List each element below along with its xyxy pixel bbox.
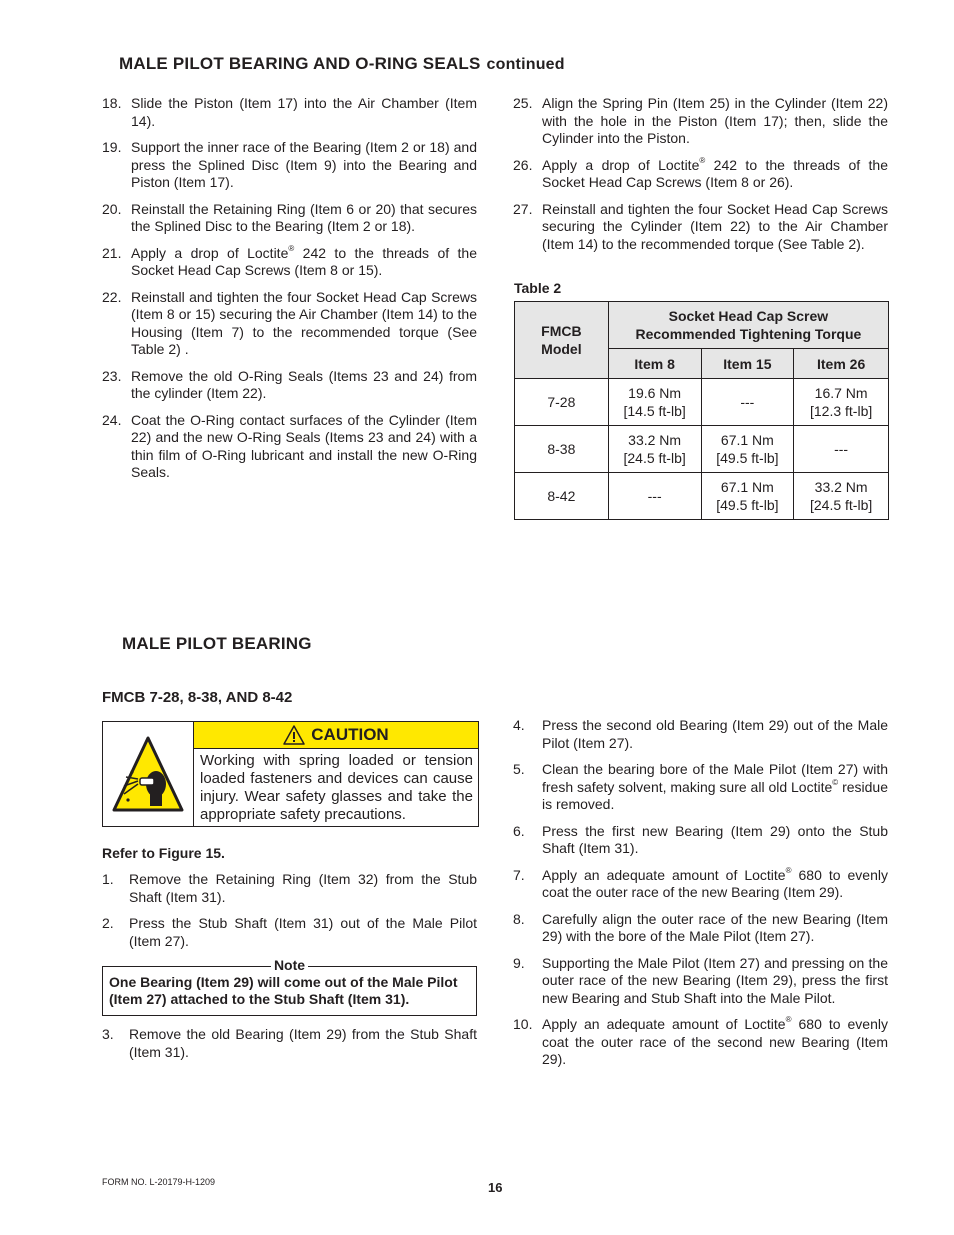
continued-label: continued xyxy=(486,56,565,73)
step-text-part: 680 to evenly coat the outer race of the new Bearing (Item 29). xyxy=(542,866,888,900)
step-item xyxy=(102,368,477,403)
section-title xyxy=(119,54,565,74)
torque-cell xyxy=(701,426,794,473)
step-number: 25. xyxy=(513,95,533,111)
step-text-part: Apply a drop of Loctite xyxy=(131,244,289,261)
step-item xyxy=(102,289,477,359)
table-caption: Table 2 xyxy=(514,280,562,296)
torque-nm: --- xyxy=(647,488,662,504)
step-text: Remove the Retaining Ring (Item 32) from the Stub Shaft (Item 31). xyxy=(129,871,477,905)
step-item xyxy=(513,1016,888,1069)
step-number: 23. xyxy=(102,367,122,384)
torque-ftlb: [49.5 ft-lb] xyxy=(716,497,779,513)
model-header xyxy=(515,302,609,379)
caution-label: CAUTION xyxy=(311,725,389,744)
step-item xyxy=(513,201,888,254)
table-row xyxy=(515,473,889,520)
torque-ftlb: [14.5 ft-lb] xyxy=(623,403,686,419)
caution-text: Working with spring loaded or tension loaded fasteners and devices can cause injury. Wear safety glasses and take the appropriate safety precautions. xyxy=(200,752,473,823)
torque-header-line2: Recommended Tightening Torque xyxy=(635,326,862,342)
step-number: 3. xyxy=(102,1026,114,1042)
step-item xyxy=(102,139,477,192)
item-header: Item 8 xyxy=(608,349,701,379)
step-number: 9. xyxy=(513,954,525,971)
step-item xyxy=(513,955,888,1008)
step-text-part: Apply an adequate amount of Loctite xyxy=(542,866,786,883)
caution-header xyxy=(194,722,478,749)
step-text: Slide the Piston (Item 17) into the Air Chamber (Item 14). xyxy=(131,95,477,129)
step-text-part: Apply a drop of Loctite xyxy=(542,156,700,173)
step-number: 20. xyxy=(102,200,122,217)
item-header: Item 26 xyxy=(794,349,889,379)
step-number: 1. xyxy=(102,871,114,887)
torque-nm: 67.1 Nm xyxy=(720,432,774,448)
step-item xyxy=(513,717,888,752)
note-label: Note xyxy=(271,957,308,973)
step-text-part: 242 to the threads of the Socket Head Cap Screws (Item 8 or 26). xyxy=(542,156,888,190)
note-container xyxy=(102,957,477,1016)
form-number: FORM NO. L-20179-H-1209 xyxy=(102,1177,216,1187)
step-number: 18. xyxy=(102,95,122,111)
step-number: 10. xyxy=(513,1016,533,1032)
model-cell: 8-42 xyxy=(515,473,609,520)
trademark-mark: © xyxy=(832,777,839,787)
step-number: 2. xyxy=(102,915,114,931)
trademark-mark: ® xyxy=(785,1015,792,1025)
torque-cell xyxy=(608,473,701,520)
section2-subtitle: FMCB 7-28, 8-38, AND 8-42 xyxy=(102,689,293,706)
step-text: Coat the O-Ring contact surfaces of the Cylinder (Item 22) and the new O-Ring Seals (Items 23 and 24) with a thin film of O-Ring lubricant and install the new O-Ring Seals. xyxy=(131,411,477,480)
step-item xyxy=(513,911,888,946)
step-text-part: Clean the bearing bore of the Male Pilot (Item 27) with fresh safety solvent, making sure all old Loctite xyxy=(542,761,888,795)
caution-content xyxy=(194,722,478,826)
warning-triangle-icon xyxy=(283,725,305,745)
step-number: 8. xyxy=(513,910,525,927)
step-number: 24. xyxy=(102,411,122,428)
torque-cell xyxy=(794,379,889,426)
step-text xyxy=(542,1016,888,1069)
step-item xyxy=(102,201,477,236)
step-item xyxy=(102,412,477,482)
torque-ftlb: [49.5 ft-lb] xyxy=(716,450,779,466)
torque-nm: 33.2 Nm xyxy=(814,479,868,495)
step-text: Remove the old Bearing (Item 29) from the Stub Shaft (Item 31). xyxy=(129,1026,477,1060)
step-text: Carefully align the outer race of the new Bearing (Item 29) with the bore of the Male Pilot (Item 27). xyxy=(542,910,888,944)
trademark-mark: ® xyxy=(785,865,792,875)
step-text-part: Apply an adequate amount of Loctite xyxy=(542,1016,786,1032)
model-header-line2: Model xyxy=(541,341,582,357)
step-number: 5. xyxy=(513,761,525,777)
step-text: Supporting the Male Pilot (Item 27) and pressing on the outer race of the new Bearing (Item 29), press the first new Bearing and Stub Shaft into the Male Pilot. xyxy=(542,954,888,1006)
torque-header-line1: Socket Head Cap Screw xyxy=(668,308,829,324)
item-header: Item 15 xyxy=(701,349,794,379)
step-item xyxy=(513,823,888,858)
steps-right-column xyxy=(513,95,888,262)
safety-glasses-warning-icon xyxy=(103,722,194,826)
torque-cell xyxy=(794,473,889,520)
step-text: Remove the old O-Ring Seals (Items 23 and 24) from the cylinder (Item 22). xyxy=(131,367,477,401)
table-row xyxy=(515,379,889,426)
torque-cell xyxy=(608,426,701,473)
step-item xyxy=(102,1026,477,1061)
table-row xyxy=(515,426,889,473)
step-text: Reinstall and tighten the four Socket Head Cap Screws (Item 8 or 15) securing the Air Chamber (Item 14) to the Housing (Item 7) to the recommended torque (See Table 2) . xyxy=(131,288,477,357)
trademark-mark: ® xyxy=(288,243,295,253)
caution-box xyxy=(102,721,479,827)
model-cell: 7-28 xyxy=(515,379,609,426)
step-number: 6. xyxy=(513,822,525,839)
note-box: One Bearing (Item 29) will come out of the Male Pilot (Item 27) attached to the Stub Shaft (Item 31). xyxy=(102,966,477,1016)
step-text: Align the Spring Pin (Item 25) in the Cylinder (Item 22) with the hole in the Piston (Item 17); then, slide the Cylinder into the Piston. xyxy=(542,95,888,146)
model-cell: 8-38 xyxy=(515,426,609,473)
torque-nm: 67.1 Nm xyxy=(720,479,774,495)
torque-ftlb: [24.5 ft-lb] xyxy=(623,450,686,466)
torque-cell xyxy=(794,426,889,473)
torque-nm: 16.7 Nm xyxy=(814,385,868,401)
step-text: Reinstall and tighten the four Socket Head Cap Screws securing the Cylinder (Item 22) to the Air Chamber (Item 14) to the recommended torque (See Table 2). xyxy=(542,200,888,252)
step-number: 26. xyxy=(513,156,533,173)
torque-group-header xyxy=(608,302,888,349)
torque-nm: 33.2 Nm xyxy=(628,432,682,448)
steps-left-column xyxy=(102,95,477,491)
page-number: 16 xyxy=(488,1180,503,1195)
steps-left-column-a xyxy=(102,871,477,959)
step-item xyxy=(513,761,888,814)
torque-cell xyxy=(608,379,701,426)
step-number: 21. xyxy=(102,244,122,261)
step-text xyxy=(542,157,888,192)
step-item xyxy=(102,915,477,950)
section2-title: MALE PILOT BEARING xyxy=(122,634,312,653)
torque-cell xyxy=(701,379,794,426)
steps-right-column-2 xyxy=(513,717,888,1078)
step-text: Support the inner race of the Bearing (Item 2 or 18) and press the Splined Disc (Item 9) into the Bearing and Piston (Item 17). xyxy=(131,139,477,190)
torque-ftlb: [12.3 ft-lb] xyxy=(809,403,873,419)
step-number: 7. xyxy=(513,866,525,883)
step-text: Press the Stub Shaft (Item 31) out of the Male Pilot (Item 27). xyxy=(129,915,477,949)
step-item xyxy=(513,867,888,902)
note-label-row xyxy=(102,957,477,975)
step-item xyxy=(102,95,477,130)
step-text xyxy=(542,761,888,814)
step-item xyxy=(102,245,477,280)
step-text-part: 242 to the threads of the Socket Head Cap Screws (Item 8 or 15). xyxy=(131,244,477,278)
torque-table xyxy=(514,301,889,520)
torque-cell xyxy=(701,473,794,520)
torque-nm: 19.6 Nm xyxy=(628,385,682,401)
step-text xyxy=(131,245,477,280)
torque-nm: --- xyxy=(834,441,849,457)
torque-ftlb: [24.5 ft-lb] xyxy=(809,497,873,513)
step-text: Reinstall the Retaining Ring (Item 6 or 20) that secures the Splined Disc to the Bearing (Item 2 or 18). xyxy=(131,200,477,234)
step-item xyxy=(102,871,477,906)
steps-left-column-b xyxy=(102,1026,477,1070)
step-text-part: residue is removed. xyxy=(542,778,888,812)
step-item xyxy=(513,95,888,148)
step-number: 19. xyxy=(102,139,122,155)
step-number: 4. xyxy=(513,717,525,733)
section-title-text: MALE PILOT BEARING AND O-RING SEALS xyxy=(119,54,481,73)
figure-reference: Refer to Figure 15. xyxy=(102,845,225,861)
step-number: 27. xyxy=(513,200,533,217)
step-item xyxy=(513,157,888,192)
step-number: 22. xyxy=(102,288,122,305)
step-text-part: 680 to evenly coat the outer race of the second new Bearing (Item 29). xyxy=(542,1016,888,1067)
model-header-line1: FMCB xyxy=(541,323,582,339)
torque-nm: --- xyxy=(740,394,755,410)
step-text: Press the first new Bearing (Item 29) onto the Stub Shaft (Item 31). xyxy=(542,822,888,856)
step-text: Press the second old Bearing (Item 29) out of the Male Pilot (Item 27). xyxy=(542,717,888,751)
step-text xyxy=(542,867,888,902)
trademark-mark: ® xyxy=(699,155,706,165)
